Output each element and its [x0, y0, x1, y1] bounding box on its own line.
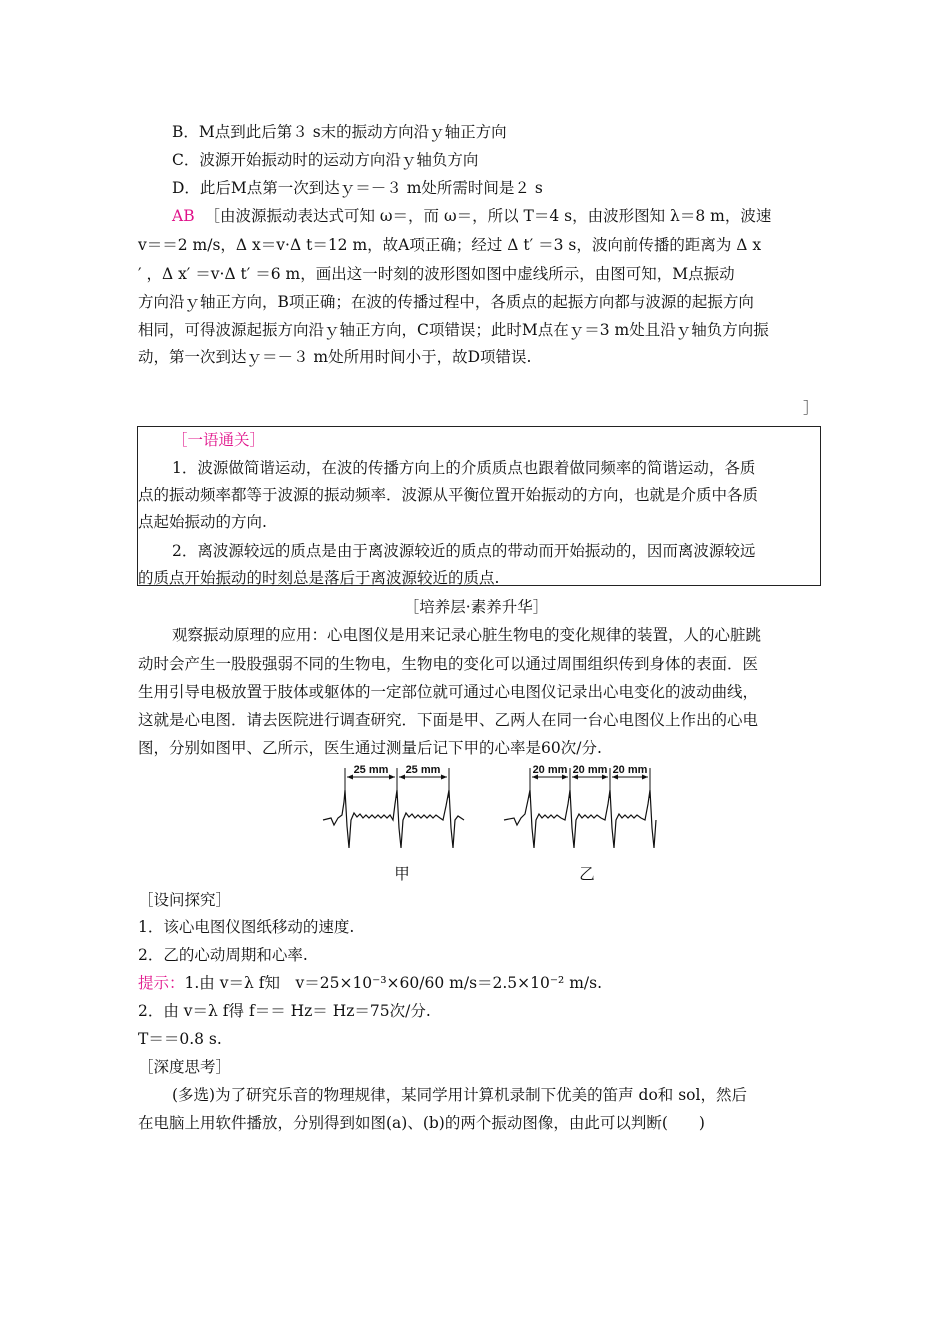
- deep-title: ［深度思考］: [138, 1058, 232, 1076]
- option-c: C．波源开始振动时的运动方向沿ｙ轴负方向: [172, 151, 479, 169]
- option-b: B．M点到此后第３ s末的振动方向沿ｙ轴正方向: [172, 123, 507, 141]
- summary-line-3: 点起始振动的方向.: [138, 513, 267, 531]
- answer-line-6: 动，第一次到达ｙ＝－３ m处所用时间小于，故D项错误.: [138, 348, 532, 366]
- ecg-a-label-2: 25 mm: [405, 764, 441, 776]
- hint-line-1: 提示：1.由 v＝λ f知 v＝25×10⁻³×60/60 m/s＝2.5×10⁻² m/s.: [138, 974, 603, 992]
- answer-label: AB: [172, 207, 195, 225]
- intro-line-3: 生用引导电极放置于肢体或躯体的一定部位就可通过心电图仪记录出心电变化的波动曲线，: [138, 683, 759, 701]
- answer-line-2: v＝＝2 m/s，Δ x＝v·Δ t＝12 m，故A项正确；经过 Δ t′ ＝3 s，波向前传播的距离为 Δ x: [138, 236, 762, 254]
- ecg-b-label-1: 20 mm: [532, 764, 568, 776]
- ecg-figure: [318, 758, 658, 858]
- deep-line-1: (多选)为了研究乐音的物理规律，某同学用计算机录制下优美的笛声 do和 sol，然后: [172, 1086, 747, 1104]
- option-d: D．此后M点第一次到达ｙ＝－３ m处所需时间是２ s: [172, 179, 543, 197]
- inquiry-title: ［设问探究］: [138, 891, 232, 909]
- intro-line-5: 图，分别如图甲、乙所示，医生通过测量后记下甲的心率是60次/分.: [138, 739, 602, 757]
- summary-line-5: 的质点开始振动的时刻总是落后于离波源较近的质点.: [138, 569, 500, 587]
- summary-line-4: 2．离波源较远的质点是由于离波源较近的质点的带动而开始振动的，因而离波源较远: [172, 542, 756, 560]
- answer-line-1: AB ［由波源振动表达式可知 ω＝，而 ω＝，所以 T＝4 s，由波形图知 λ＝8 m，波速: [172, 207, 772, 225]
- summary-line-1: 1．波源做简谐运动，在波的传播方向上的介质质点也跟着做同频率的简谐运动，各质: [172, 459, 756, 477]
- answer-line-5: 相同，可得波源起振方向沿ｙ轴正方向，C项错误；此时M点在ｙ＝3 m处且沿ｙ轴负方向振: [138, 321, 769, 339]
- ecg-trace-b: [504, 790, 656, 848]
- section-title: ［培养层·素养升华］: [403, 598, 549, 616]
- ecg-b-label-2: 20 mm: [572, 764, 608, 776]
- hint-label: 提示：: [138, 974, 185, 992]
- inquiry-q2: 2．乙的心动周期和心率.: [138, 946, 308, 964]
- answer-close-bracket: ］: [803, 399, 819, 417]
- caption-jia: 甲: [394, 865, 410, 883]
- summary-title: ［一语通关］: [172, 431, 266, 449]
- ecg-trace-a: [323, 790, 464, 848]
- answer-line-4: 方向沿ｙ轴正方向，B项正确；在波的传播过程中，各质点的起振方向都与波源的起振方向: [138, 293, 754, 311]
- intro-line-1: 观察振动原理的应用：心电图仪是用来记录心脏生物电的变化规律的装置，人的心脏跳: [172, 626, 762, 644]
- summary-line-2: 点的振动频率都等于波源的振动频率．波源从平衡位置开始振动的方向，也就是介质中各质: [138, 486, 759, 504]
- intro-line-4: 这就是心电图．请去医院进行调查研究．下面是甲、乙两人在同一台心电图仪上作出的心电: [138, 711, 759, 729]
- ecg-b-label-3: 20 mm: [612, 764, 648, 776]
- caption-yi: 乙: [579, 865, 595, 883]
- hint-line-2: 2．由 v＝λ f得 f＝＝ Hz＝ Hz＝75次/分.: [138, 1002, 431, 1020]
- hint-line-3: T＝＝0.8 s.: [138, 1030, 222, 1048]
- answer-line-3: ′ ，Δ x′ ＝v·Δ t′ ＝6 m，画出这一时刻的波形图如图中虚线所示，由图可知，M点振动: [138, 265, 735, 283]
- inquiry-q1: 1．该心电图仪图纸移动的速度.: [138, 918, 355, 936]
- ecg-a-label-1: 25 mm: [353, 764, 389, 776]
- deep-line-2: 在电脑上用软件播放，分别得到如图(a)、(b)的两个振动图像，由此可以判断( ): [138, 1114, 705, 1132]
- summary-box: [137, 426, 821, 586]
- intro-line-2: 动时会产生一股股强弱不同的生物电，生物电的变化可以通过周围组织传到身体的表面．医: [138, 655, 759, 673]
